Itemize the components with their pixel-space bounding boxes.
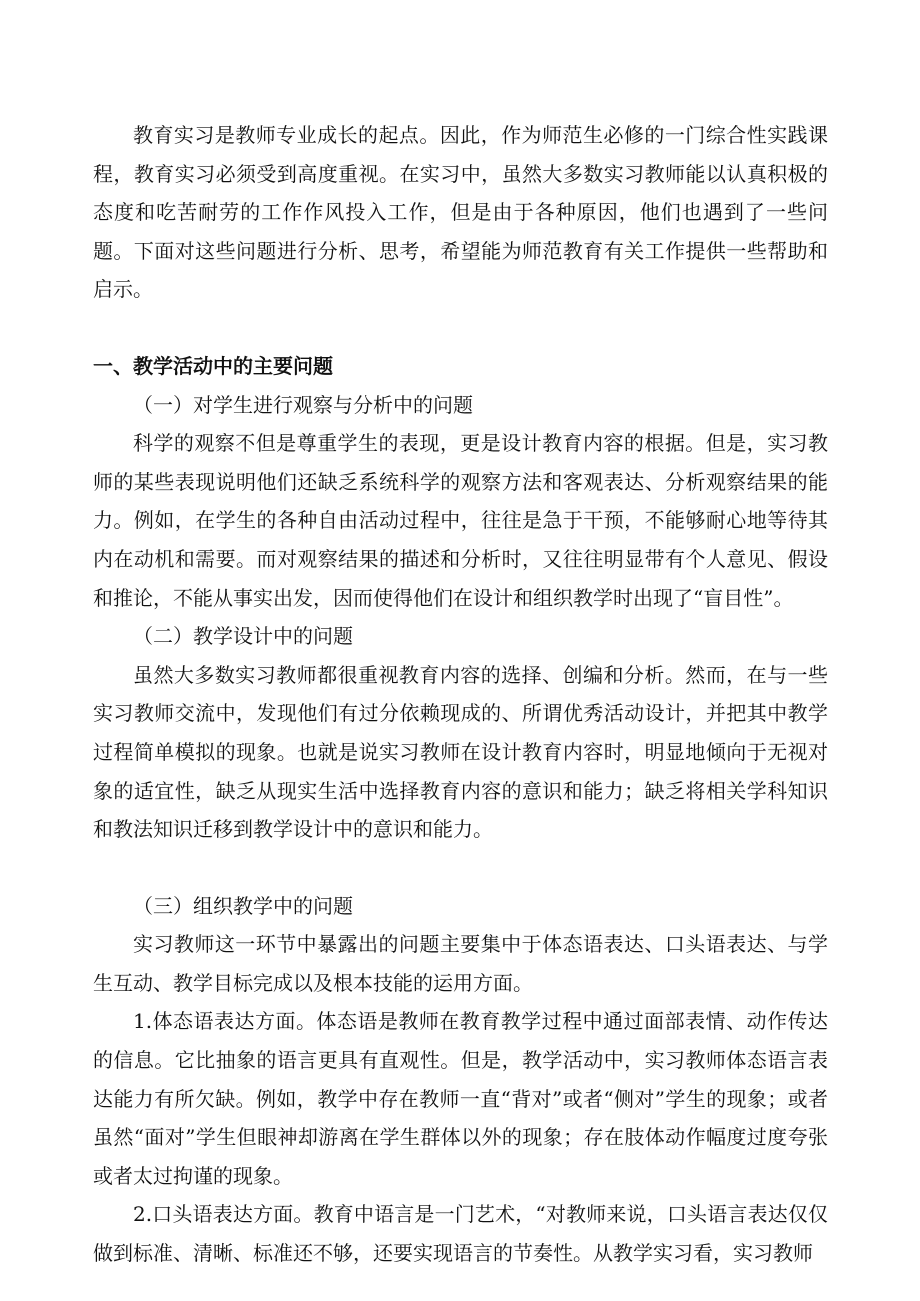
- document-body: [93, 116, 828, 1273]
- body-paragraph: 虽然大多数实习教师都很重视教育内容的选择、创编和分析。然而，在与一些实习教师交流中，发现他们有过分依赖现成的、所谓优秀活动设计，并把其中教学过程简单模拟的现象。也就是说实习教师在设计教育内容时，明显地倾向于无视对象的适宜性，缺乏从现实生活中选择教育内容的意识和能力；缺乏将相关学科知识和教法知识迁移到教学设计中的意识和能力。: [93, 662, 828, 842]
- subsection-heading: （三）组织教学中的问题: [133, 893, 353, 918]
- body-paragraph: 实习教师这一环节中暴露出的问题主要集中于体态语表达、口头语表达、与学生互动、教学目标完成以及根本技能的运用方面。: [93, 932, 828, 995]
- list-item-paragraph: 1.体态语表达方面。体态语是教师在教育教学过程中通过面部表情、动作传达的信息。它比抽象的语言更具有直观性。但是，教学活动中，实习教师体态语言表达能力有所欠缺。例如，教学中存在教师一直“背对”或者“侧对”学生的现象；或者虽然“面对”学生但眼神却游离在学生群体以外的现象；存在肢体动作幅度过度夸张或者太过拘谨的现象。: [93, 1009, 828, 1188]
- subsection-heading: （二）教学设计中的问题: [133, 624, 353, 649]
- body-paragraph: 科学的观察不但是尊重学生的表现，更是设计教育内容的根据。但是，实习教师的某些表现说明他们还缺乏系统科学的观察方法和客观表达、分析观察结果的能力。例如，在学生的各种自由活动过程中，往往是急于干预，不能够耐心地等待其内在动机和需要。而对观察结果的描述和分析时，又往往明显带有个人意见、假设和推论，不能从事实出发，因而使得他们在设计和组织教学时出现了“盲目性”。: [93, 431, 828, 610]
- intro-paragraph: 教育实习是教师专业成长的起点。因此，作为师范生必修的一门综合性实践课程，教育实习必须受到高度重视。在实习中，虽然大多数实习教师能以认真积极的态度和吃苦耐劳的工作作风投入工作，但是由于各种原因，他们也遇到了一些问题。下面对这些问题进行分析、思考，希望能为师范教育有关工作提供一些帮助和启示。: [93, 123, 828, 302]
- list-item-paragraph: 2.口头语表达方面。教育中语言是一门艺术，“对教师来说，口头语言表达仅仅做到标准、清晰、标准还不够，还要实现语言的节奏性。从教学实习看，实习教师: [93, 1202, 828, 1266]
- section-heading: 一、教学活动中的主要问题: [93, 353, 333, 378]
- subsection-heading: （一）对学生进行观察与分析中的问题: [133, 392, 473, 417]
